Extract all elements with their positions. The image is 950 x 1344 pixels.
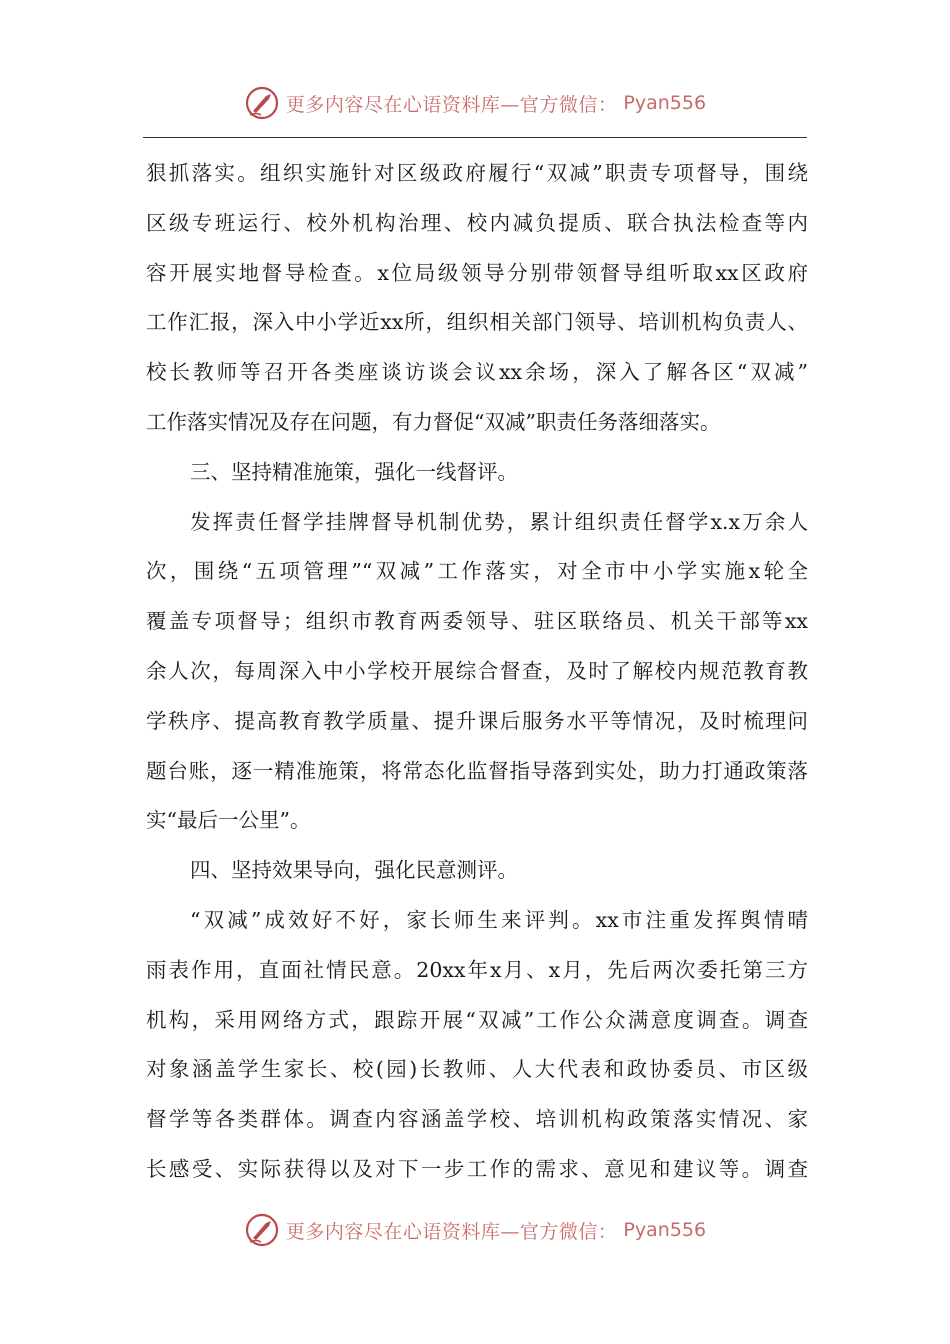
text-line: 机构，采用网络方式，跟踪开展“双减”工作公众满意度调查。调查 xyxy=(146,1007,808,1032)
section-heading: 四、坚持效果导向，强化民意测评。 xyxy=(190,858,518,883)
document-body xyxy=(146,152,808,1198)
text-line: 雨表作用，直面社情民意。20xx年x月、x月，先后两次委托第三方 xyxy=(146,957,808,982)
text-line: 题台账，逐一精准施策，将常态化监督指导落到实处，助力打通政策落 xyxy=(146,758,808,783)
footer-watermark xyxy=(0,1207,950,1253)
text-line: 狠抓落实。组织实施针对区级政府履行“双减”职责专项督导，围绕 xyxy=(146,161,808,185)
section-heading: 三、坚持精准施策，强化一线督评。 xyxy=(190,459,518,484)
header-divider xyxy=(143,137,807,138)
watermark-handle: Pyan556 xyxy=(623,1219,707,1241)
watermark-text: 更多内容尽在心语资料库—官方微信： xyxy=(285,1220,618,1243)
text-line: 余人次，每周深入中小学校开展综合督查，及时了解校内规范教育教 xyxy=(146,658,808,683)
text-line: 对象涵盖学生家长、校(园)长教师、人大代表和政协委员、市区级 xyxy=(146,1057,808,1082)
watermark-handle: Pyan556 xyxy=(623,92,707,114)
watermark-text: 更多内容尽在心语资料库—官方微信： xyxy=(285,93,618,116)
text-line: 覆盖专项督导；组织市教育两委领导、驻区联络员、机关干部等xx xyxy=(146,609,808,634)
text-line: 工作落实情况及存在问题，有力督促“双减”职责任务落细落实。 xyxy=(146,409,721,434)
text-line: 督学等各类群体。调查内容涵盖学校、培训机构政策落实情况、家 xyxy=(146,1107,808,1132)
text-line: “双减”成效好不好，家长师生来评判。xx市注重发挥舆情晴 xyxy=(190,907,808,932)
text-line: 次，围绕“五项管理”“双减”工作落实，对全市中小学实施x轮全 xyxy=(146,559,808,584)
header-watermark xyxy=(0,80,950,126)
text-line: 工作汇报，深入中小学近xx所，组织相关部门领导、培训机构负责人、 xyxy=(146,310,808,335)
text-line: 区级专班运行、校外机构治理、校内减负提质、联合执法检查等内 xyxy=(146,210,808,235)
text-line: 容开展实地督导检查。x位局级领导分别带领督导组听取xx区政府 xyxy=(146,260,808,285)
text-line: 学秩序、提高教育教学质量、提升课后服务水平等情况，及时梳理问 xyxy=(146,708,808,733)
pen-nib-logo-icon xyxy=(244,85,280,121)
text-line: 发挥责任督学挂牌督导机制优势，累计组织责任督学x.x万余人 xyxy=(190,509,808,534)
text-line: 长感受、实际获得以及对下一步工作的需求、意见和建议等。调查 xyxy=(146,1156,808,1181)
pen-nib-logo-icon xyxy=(244,1212,280,1248)
text-line: 校长教师等召开各类座谈访谈会议xx余场，深入了解各区“双减” xyxy=(146,360,808,385)
text-line: 实“最后一公里”。 xyxy=(146,808,311,833)
